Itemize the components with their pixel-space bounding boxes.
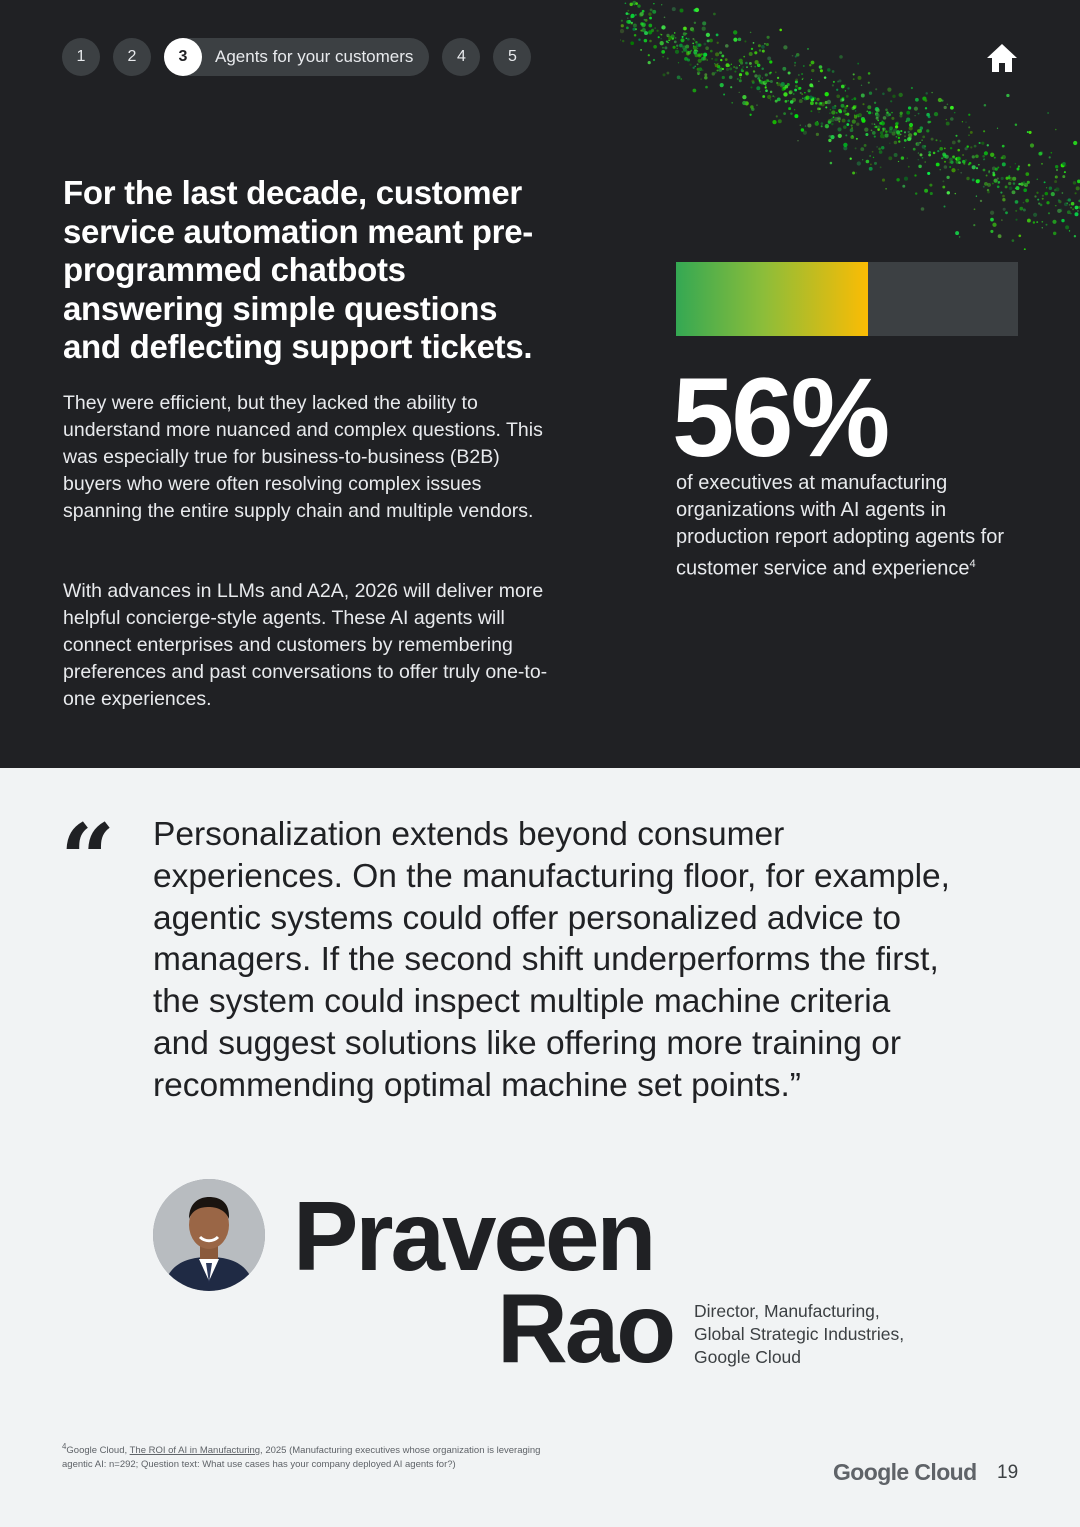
nav-item-5[interactable]: 5 <box>493 38 531 76</box>
quote-mark-icon: “ <box>60 803 116 916</box>
stat-progress-bar <box>676 262 1018 336</box>
green-particles-decoration <box>620 0 1080 250</box>
body-paragraph-2: With advances in LLMs and A2A, 2026 will deliver more helpful concierge-style agents. These AI agents will connect enterprises and customers by remembering preferences and past conversations to offer truly one-to-one experiences. <box>63 580 548 710</box>
nav-item-3-label: Agents for your customers <box>215 47 414 66</box>
quote-text: Personalization extends beyond consumer experiences. On the manufacturing floor, for example, agentic systems could offer personalized advice to managers. If the second shift underperforms the first, the system could inspect multiple machine criteria and suggest solutions like offering more training or recommending optimal machine set points.” <box>153 816 950 1104</box>
speaker-last-name: Rao <box>497 1273 674 1383</box>
chapter-nav <box>62 38 531 76</box>
speaker-first-name: Praveen <box>293 1181 654 1291</box>
footnote-link[interactable]: The ROI of AI in Manufacturing <box>129 1445 261 1457</box>
nav-item-1[interactable]: 1 <box>62 38 100 76</box>
body-paragraph-1: They were efficient, but they lacked the ability to understand more nuanced and complex questions. This was especially true for business-to-business (B2B) buyers who were often resolving complex issues spanning the entire supply chain and multiple vendors. <box>63 392 543 522</box>
nav-item-3-active[interactable] <box>164 38 429 76</box>
stat-progress-fill <box>676 262 868 336</box>
footnote: $^4$Google Cloud, The ROI of AI in Manufacturing, 2025 (Manufacturing executives whose organization is leveraging agentic AI: n=292; Question text: What use cases has your company deployed AI agents for?) <box>62 1442 541 1470</box>
nav-item-3-number: 3 <box>164 38 202 76</box>
stat-value: 56% <box>672 355 888 480</box>
headline: For the last decade, customer service automation meant pre-programmed chatbots answering simple questions and deflecting support tickets. <box>63 174 533 365</box>
page-number: 19 <box>997 1462 1019 1483</box>
footnote-ref: 4 <box>969 558 976 570</box>
google-cloud-logo: Google Cloud <box>833 1459 977 1485</box>
speaker-role: Director, Manufacturing, Global Strategic Industries, Google Cloud <box>694 1301 905 1367</box>
speaker-avatar <box>153 1179 265 1291</box>
nav-item-4[interactable]: 4 <box>442 38 480 76</box>
stat-description: of executives at manufacturing organizations with AI agents in production report adopting agents for customer service and experience$^4$ <box>676 472 1004 580</box>
home-icon[interactable] <box>985 42 1019 74</box>
speaker-photo <box>153 1179 265 1291</box>
nav-item-2[interactable]: 2 <box>113 38 151 76</box>
